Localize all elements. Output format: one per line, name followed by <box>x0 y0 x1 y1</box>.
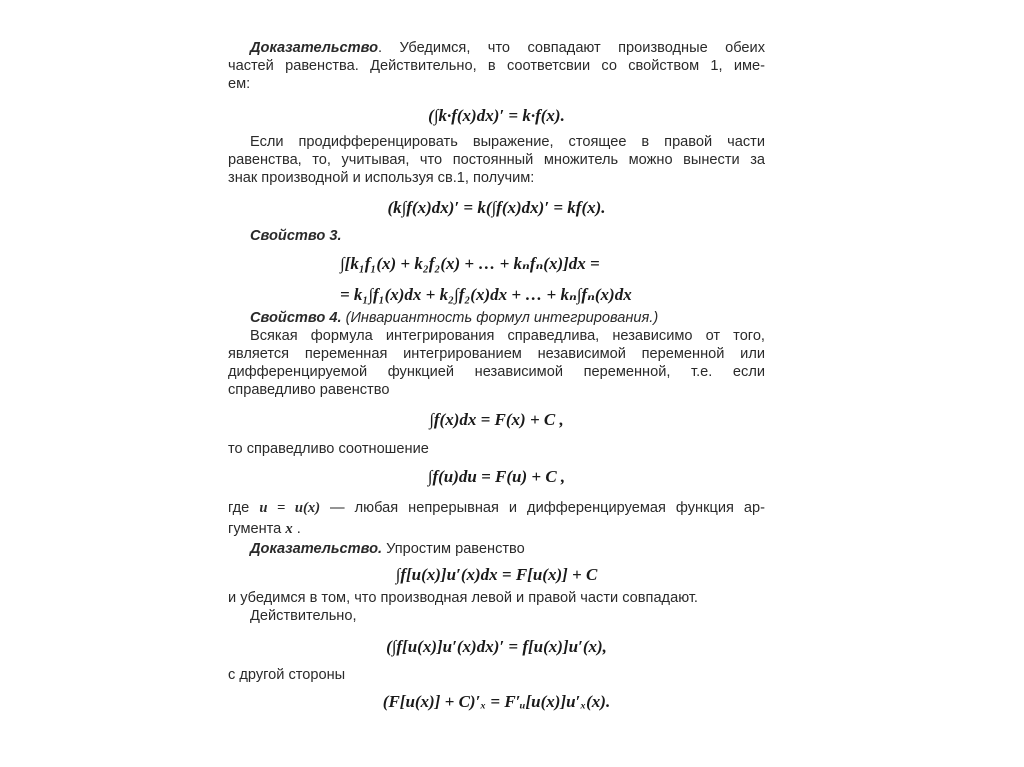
text-line: дифференцируемой функцией независимой переменной, т.е. если <box>228 364 765 380</box>
text-line: ем: <box>228 76 251 92</box>
text-line: Всякая формула интегрирования справедлива, независимо от того, <box>250 328 765 344</box>
text-line <box>228 520 765 538</box>
text-line <box>228 499 765 517</box>
text-line: то справедливо соотношение <box>228 441 429 457</box>
text: — любая непрерывная и дифференцируемая функция ар- <box>320 500 765 516</box>
text: Упростим равенство <box>382 541 525 557</box>
text-line: справедливо равенство <box>228 382 390 398</box>
text-line: равенства, то, учитывая, что постоянный множитель можно вынести за <box>228 152 765 168</box>
text-line: Если продифференцировать выражение, стоящее в правой части <box>250 134 765 150</box>
formula: (k∫f(x)dx)′ = k(∫f(x)dx)′ = kf(x). <box>387 198 606 217</box>
formula: ∫f[u(x)]u′(x)dx = F[u(x)] + C <box>395 565 598 584</box>
formula: (∫f[u(x)]u′(x)dx)′ = f[u(x)]u′(x), <box>386 637 607 656</box>
text-line <box>228 540 765 558</box>
text-line <box>228 39 765 57</box>
text-line: с другой стороны <box>228 667 346 683</box>
label: Свойство 4. <box>250 310 342 326</box>
text-line: частей равенства. Действительно, в соответсвии со свойством 1, име- <box>228 58 765 74</box>
text-line: является переменная интегрированием независимой переменной или <box>228 346 765 362</box>
property-4-heading <box>228 309 765 327</box>
text-line: и убедимся в том, что производная левой и правой части совпадают. <box>228 590 698 606</box>
proof-label: Доказательство <box>250 40 378 56</box>
formula: ∫f(u)du = F(u) + C , <box>427 467 566 486</box>
text: . Убедимся, что совпадают производные обеих <box>378 40 765 56</box>
text: где <box>228 500 260 516</box>
math: u = u(x) <box>259 500 321 516</box>
math: x <box>285 521 293 537</box>
text: гумента <box>228 521 286 537</box>
formula: ∫[k₁f₁(x) + k₂f₂(x) + … + kₙfₙ(x)]dx = <box>340 254 600 273</box>
formula: (∫k·f(x)dx)′ = k·f(x). <box>428 106 565 125</box>
formula: = k₁∫f₁(x)dx + k₂∫f₂(x)dx + … + kₙ∫fₙ(x)dx <box>340 285 632 304</box>
text-line: знак производной и используя св.1, получим: <box>228 170 535 186</box>
property-3-heading: Свойство 3. <box>250 228 342 244</box>
formula: (F[u(x)] + C)′ₓ = F′ᵤ[u(x)]u′ₓ(x). <box>382 692 611 711</box>
subtitle: (Инвариантность формул интегрирования.) <box>345 310 659 326</box>
text: . <box>292 521 301 537</box>
formula: ∫f(x)dx = F(x) + C , <box>429 410 564 429</box>
text-line: Действительно, <box>250 608 357 624</box>
proof-label: Доказательство. <box>250 541 383 557</box>
